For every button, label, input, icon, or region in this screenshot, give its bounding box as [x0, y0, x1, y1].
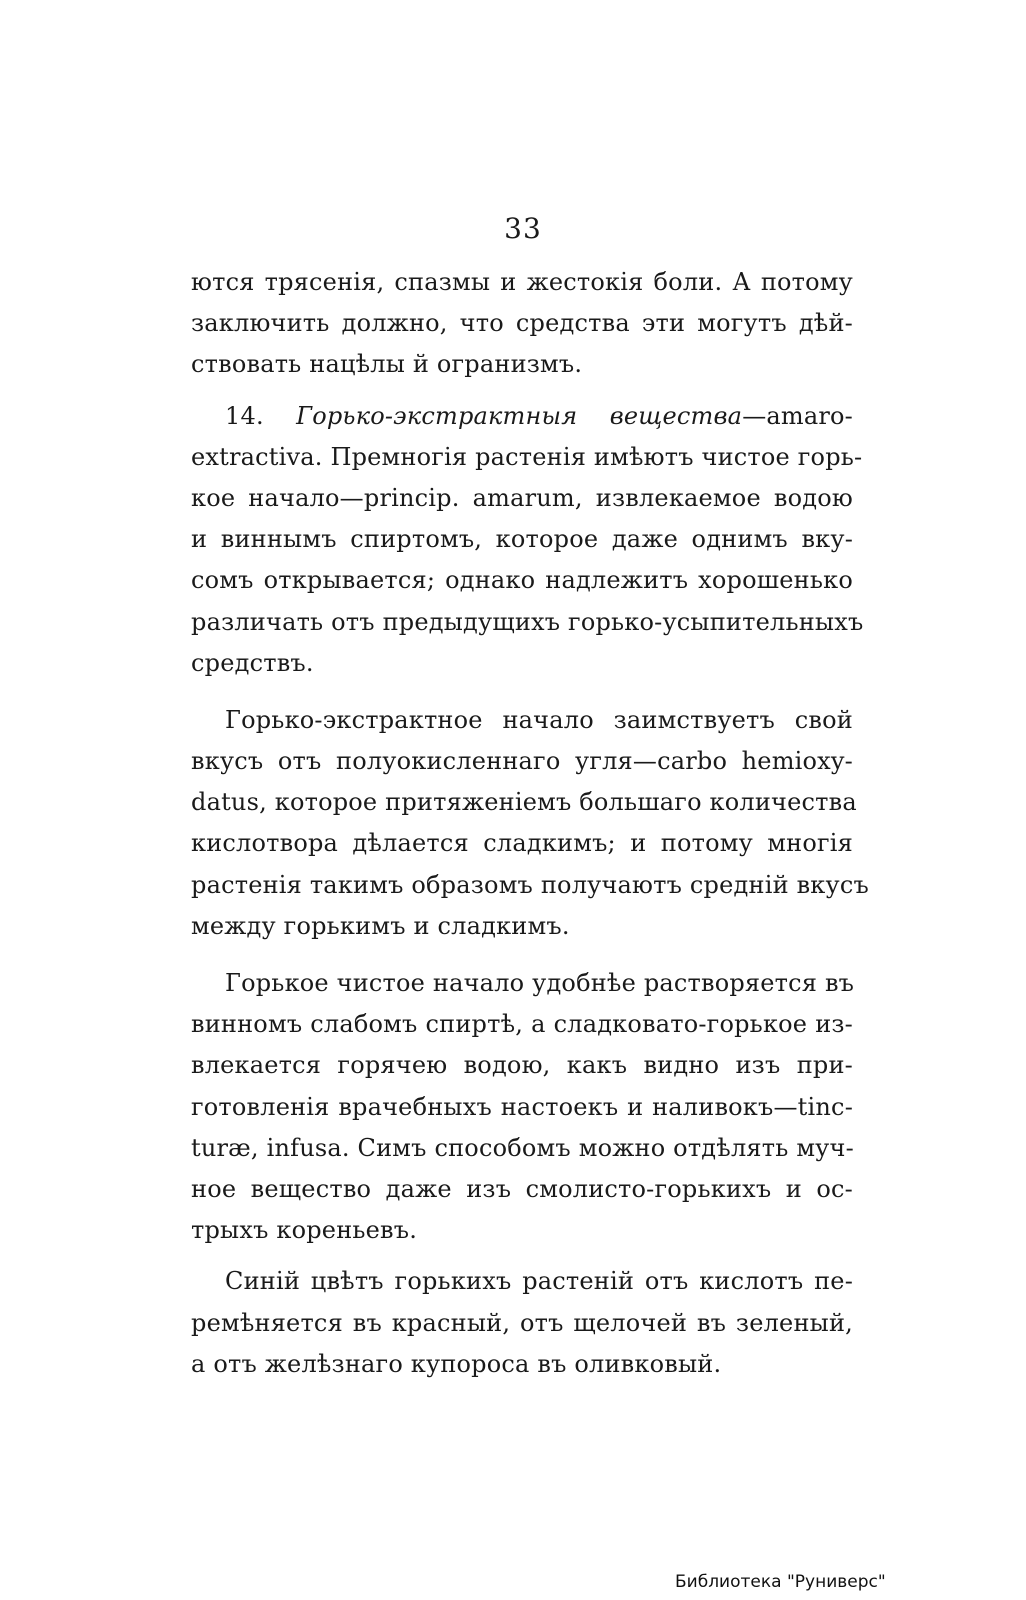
- section-heading-line: [191, 396, 853, 437]
- text-line: Синій цвѣтъ горькихъ растеній отъ кислотъ пе-: [225, 1267, 853, 1296]
- text-line: turæ, infusa. Симъ способомъ можно отдѣлять муч-: [191, 1133, 854, 1162]
- text-line: а отъ желѣзнаго купороса въ оливковый.: [191, 1349, 722, 1378]
- library-watermark: Библиотека "Руниверс": [675, 1572, 886, 1592]
- section-title: Горько-экстрактныя вещества: [296, 401, 743, 430]
- section-latin-term: —amaro-: [742, 401, 853, 430]
- text-line: Горькое чистое начало удобнѣе растворяется въ: [225, 969, 855, 997]
- text-line: винномъ слабомъ спиртѣ, а сладковато-горькое из-: [191, 1010, 853, 1039]
- text-column: [191, 262, 869, 1385]
- text-line: готовленія врачебныхъ настоекъ и наливокъ—tinc-: [191, 1092, 853, 1121]
- text-line: средствъ.: [191, 648, 314, 677]
- text-line: сомъ открывается; однако надлежитъ хорошенько: [191, 566, 853, 595]
- text-line: datus, которое притяженіемъ большаго количества: [191, 788, 857, 817]
- text-line: различать отъ предыдущихъ горько-усыпительныхъ: [191, 607, 864, 636]
- paragraph: [191, 396, 864, 684]
- text-line: extractiva. Премногія растенія имѣютъ чистое горь-: [191, 442, 863, 471]
- text-line: кое начало—princip. amarum, извлекаемое водою: [191, 483, 853, 512]
- paragraph: [191, 963, 853, 1251]
- page-number: 33: [504, 212, 542, 245]
- section-number: 14.: [225, 401, 297, 430]
- text-line: растенія такимъ образомъ получаютъ средній вкусъ: [191, 870, 869, 899]
- text-line: и виннымъ спиртомъ, которое даже однимъ вку-: [191, 525, 853, 554]
- text-line: ются трясенія, спазмы и жестокія боли. А потому: [191, 268, 853, 296]
- text-line: ное вещество даже изъ смолисто-горькихъ и ос-: [191, 1174, 853, 1203]
- text-line: вкусъ отъ полуокисленнаго угля—carbo hemioxy-: [191, 747, 853, 776]
- text-line: между горькимъ и сладкимъ.: [191, 911, 570, 940]
- text-line: ствовать нацѣлы й огранизмъ.: [191, 350, 583, 379]
- text-line: Горько-экстрактное начало заимствуетъ свой: [225, 705, 853, 734]
- text-line: ремѣняется въ красный, отъ щелочей въ зеленый,: [191, 1308, 853, 1337]
- paragraph: [191, 1261, 853, 1385]
- text-line: влекается горячею водою, какъ видно изъ при-: [191, 1051, 853, 1080]
- text-line: кислотвора дѣлается сладкимъ; и потому многія: [191, 829, 853, 858]
- paragraph: [191, 262, 853, 386]
- paragraph: [191, 700, 869, 947]
- text-line: заключить должно, что средства эти могутъ дѣй-: [191, 309, 853, 338]
- text-line: трыхъ кореньевъ.: [191, 1216, 418, 1245]
